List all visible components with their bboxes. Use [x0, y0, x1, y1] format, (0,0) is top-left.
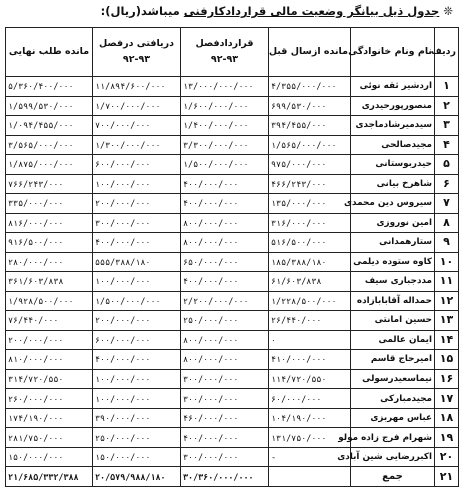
row-prior-balance: ۱/۵۶۵/۰۰۰/۰۰۰ — [269, 135, 351, 155]
row-prior-balance: ۵۱۶/۵۰۰/۰۰۰ — [269, 233, 351, 253]
row-received: ۱۰۰/۰۰۰/۰۰۰ — [93, 272, 181, 292]
row-name: حسین امانتی — [351, 311, 435, 331]
row-index: ۱ — [435, 77, 459, 97]
row-index: ۱۵ — [435, 350, 459, 370]
row-index: ۱۴ — [435, 330, 459, 350]
row-index: ۱۳ — [435, 311, 459, 331]
total-index: ۲۱ — [435, 467, 459, 487]
row-final-balance: ۳/۵۶۵/۰۰۰/۰۰۰ — [6, 135, 93, 155]
row-received: ۱/۵۰۰/۰۰۰/۰۰۰ — [93, 291, 181, 311]
row-received: ۱۰۰/۰۰۰/۰۰۰ — [93, 174, 181, 194]
row-final-balance: ۷۶۶/۲۴۳/۰۰۰ — [6, 174, 93, 194]
row-prior-balance: ۶۹۹/۵۳۰/۰۰۰ — [269, 96, 351, 116]
row-received: ۱۵۰/۰۰۰/۰۰۰ — [93, 447, 181, 467]
row-final-balance: ۲۸۰/۰۰۰/۰۰۰ — [6, 252, 93, 272]
table-row — [6, 447, 459, 467]
table-row — [6, 252, 459, 272]
row-name: امیرحاج قاسم — [351, 350, 435, 370]
table-row — [6, 194, 459, 214]
row-contract: ۳۰۰/۰۰۰/۰۰۰ — [181, 389, 269, 409]
row-name: امین نوروزی — [351, 213, 435, 233]
row-name: ستارهمدانی — [351, 233, 435, 253]
row-name: نیماسعیدرسولی — [351, 369, 435, 389]
total-label: جمع — [351, 467, 435, 487]
header-received — [93, 28, 181, 77]
table-row — [6, 330, 459, 350]
row-contract: ۳۰۰/۰۰۰/۰۰۰ — [181, 447, 269, 467]
row-final-balance: ۱۷۴/۱۹۰/۰۰۰ — [6, 408, 93, 428]
row-final-balance: ۱۵۰/۰۰۰/۰۰۰ — [6, 447, 93, 467]
row-contract: ۸۰۰/۰۰۰/۰۰۰ — [181, 233, 269, 253]
row-final-balance: ۱/۹۲۸/۵۰۰/۰۰۰ — [6, 291, 93, 311]
row-received: ۳۰۰/۰۰۰/۰۰۰ — [93, 213, 181, 233]
row-index: ۱۶ — [435, 369, 459, 389]
row-received: ۱۰۰/۰۰۰/۰۰۰ — [93, 369, 181, 389]
table-row — [6, 135, 459, 155]
table-row — [6, 272, 459, 292]
row-name: کاوه ستوده دیلمی — [351, 252, 435, 272]
header-index: ردیف — [435, 28, 459, 77]
row-received: ۱/۳۰۰/۰۰۰/۰۰۰ — [93, 135, 181, 155]
row-contract: ۴۶۰/۰۰۰/۰۰۰ — [181, 408, 269, 428]
table-row — [6, 233, 459, 253]
row-prior-balance: ۹۷۵/۰۰۰/۰۰۰ — [269, 155, 351, 175]
row-received: ۵۵۵/۳۸۸/۱۸۰ — [93, 252, 181, 272]
row-prior-balance: ۱۳۵/۰۰۰/۰۰۰ — [269, 194, 351, 214]
row-contract: ۴۰۰/۰۰۰/۰۰۰ — [181, 194, 269, 214]
row-prior-balance: ۶۱/۶۰۳/۸۳۸ — [269, 272, 351, 292]
table-row — [6, 311, 459, 331]
row-name: ایمان عالمی — [351, 330, 435, 350]
row-index: ۱۱ — [435, 272, 459, 292]
row-name: سیروس دین محمدی — [351, 194, 435, 214]
row-prior-balance: ۰ — [269, 330, 351, 350]
row-name: مجیدصالحی — [351, 135, 435, 155]
row-received: ۳۹۰/۰۰۰/۰۰۰ — [93, 408, 181, 428]
row-contract: ۸۰۰/۰۰۰/۰۰۰ — [181, 213, 269, 233]
row-prior-balance: ۱۰۴/۱۹۰/۰۰۰ — [269, 408, 351, 428]
table-row — [6, 389, 459, 409]
header-contract-line1: قراردادفصل — [195, 38, 254, 49]
row-contract: ۳/۳۰۰/۰۰۰/۰۰۰ — [181, 135, 269, 155]
caption-text: جدول ذیل بیانگر وضعیت مالی قراردادکارفنی — [183, 4, 440, 18]
row-contract: ۸۰۰/۰۰۰/۰۰۰ — [181, 330, 269, 350]
row-final-balance: ۳۳۵/۰۰۰/۰۰۰ — [6, 194, 93, 214]
table-body — [6, 77, 459, 487]
row-prior-balance: ۱/۲۲۸/۵۰۰/۰۰۰ — [269, 291, 351, 311]
row-name: سیدمیرشادماجدی — [351, 116, 435, 136]
total-row — [6, 467, 459, 487]
row-prior-balance: ۲۶/۴۴۰/۰۰۰ — [269, 311, 351, 331]
row-index: ۷ — [435, 194, 459, 214]
row-prior-balance: - — [269, 447, 351, 467]
row-final-balance: ۱/۰۹۴/۴۵۵/۰۰۰ — [6, 116, 93, 136]
row-contract: ۱۳/۰۰۰/۰۰۰/۰۰۰ — [181, 77, 269, 97]
row-index: ۱۲ — [435, 291, 459, 311]
row-index: ۱۸ — [435, 408, 459, 428]
row-final-balance: ۲۶۰/۰۰۰/۰۰۰ — [6, 389, 93, 409]
row-name: اکبررضایی شین آبادی — [351, 447, 435, 467]
row-index: ۲۰ — [435, 447, 459, 467]
row-name: حمداله آقابابازاده — [351, 291, 435, 311]
row-prior-balance: ۱۸۵/۳۸۸/۱۸۰ — [269, 252, 351, 272]
row-received: ۴۰۰/۰۰۰/۰۰۰ — [93, 350, 181, 370]
row-received: ۲۰۰/۰۰۰/۰۰۰ — [93, 311, 181, 331]
financial-table — [5, 27, 459, 487]
row-final-balance: ۳۶۱/۶۰۳/۸۳۸ — [6, 272, 93, 292]
row-contract: ۸۰۰/۰۰۰/۰۰۰ — [181, 350, 269, 370]
header-received-line2: ۹۲-۹۳ — [122, 54, 151, 65]
row-received: ۱۱/۸۹۴/۶۰۰/۰۰۰ — [93, 77, 181, 97]
row-name: اردشیر ثقه نوئی — [351, 77, 435, 97]
row-received: ۶۰۰/۰۰۰/۰۰۰ — [93, 155, 181, 175]
row-contract: ۴۰۰/۰۰۰/۰۰۰ — [181, 428, 269, 448]
total-contract: ۳۰/۳۶۰/۰۰۰/۰۰۰ — [181, 467, 269, 487]
row-index: ۴ — [435, 135, 459, 155]
row-final-balance: ۲۸۱/۷۵۰/۰۰۰ — [6, 428, 93, 448]
row-contract: ۲/۲۰۰/۰۰۰/۰۰۰ — [181, 291, 269, 311]
row-index: ۲ — [435, 96, 459, 116]
total-final-balance: ۲۱/۶۸۵/۳۳۲/۳۸۸ — [6, 467, 93, 487]
table-row — [6, 116, 459, 136]
row-prior-balance: ۱۱۴/۷۲۰/۵۵۰ — [269, 369, 351, 389]
row-received: ۶۰۰/۰۰۰/۰۰۰ — [93, 330, 181, 350]
table-row — [6, 213, 459, 233]
header-name: نام ونام خانوادگی — [351, 28, 435, 77]
header-contract-line2: ۹۲-۹۳ — [210, 54, 239, 65]
table-row — [6, 155, 459, 175]
row-received: ۲۵۰/۰۰۰/۰۰۰ — [93, 428, 181, 448]
row-received: ۷۰۰/۰۰۰/۰۰۰ — [93, 116, 181, 136]
total-received: ۲۰/۵۷۹/۹۸۸/۱۸۰ — [93, 467, 181, 487]
row-contract: ۱/۶۰۰/۰۰۰/۰۰۰ — [181, 96, 269, 116]
row-index: ۶ — [435, 174, 459, 194]
total-prior-balance — [269, 467, 351, 487]
row-final-balance: ۵/۳۶۰/۴۰۰/۰۰۰ — [6, 77, 93, 97]
row-index: ۳ — [435, 116, 459, 136]
row-final-balance: ۹۱۶/۵۰۰/۰۰۰ — [6, 233, 93, 253]
row-received: ۱۰۰/۰۰۰/۰۰۰ — [93, 389, 181, 409]
row-final-balance: ۳۱۴/۷۲۰/۵۵۰ — [6, 369, 93, 389]
row-received: ۴۰۰/۰۰۰/۰۰۰ — [93, 233, 181, 253]
row-prior-balance: ۳۱۶/۰۰۰/۰۰۰ — [269, 213, 351, 233]
row-prior-balance: ۴/۳۵۵/۰۰۰/۰۰۰ — [269, 77, 351, 97]
row-received: ۲۰۰/۰۰۰/۰۰۰ — [93, 194, 181, 214]
row-name: مجیدمبارکی — [351, 389, 435, 409]
row-contract: ۱/۴۰۰/۰۰۰/۰۰۰ — [181, 116, 269, 136]
row-index: ۸ — [435, 213, 459, 233]
row-final-balance: ۱/۸۷۵/۰۰۰/۰۰۰ — [6, 155, 93, 175]
row-contract: ۴۰۰/۰۰۰/۰۰۰ — [181, 272, 269, 292]
row-contract: ۶۵۰/۰۰۰/۰۰۰ — [181, 252, 269, 272]
row-prior-balance: ۶۰/۰۰۰/۰۰۰ — [269, 389, 351, 409]
row-index: ۱۰ — [435, 252, 459, 272]
row-final-balance: ۸۱۶/۰۰۰/۰۰۰ — [6, 213, 93, 233]
table-row — [6, 428, 459, 448]
table-row — [6, 350, 459, 370]
row-name: عباس مهربزی — [351, 408, 435, 428]
row-prior-balance: ۴۶۶/۲۴۳/۰۰۰ — [269, 174, 351, 194]
row-final-balance: ۲۰۰/۰۰۰/۰۰۰ — [6, 330, 93, 350]
row-contract: ۱/۵۰۰/۰۰۰/۰۰۰ — [181, 155, 269, 175]
table-row — [6, 77, 459, 97]
row-final-balance: ۱/۵۹۹/۵۳۰/۰۰۰ — [6, 96, 93, 116]
row-prior-balance: ۴۱۰/۰۰۰/۰۰۰ — [269, 350, 351, 370]
row-name: مددجباری سیف — [351, 272, 435, 292]
table-row — [6, 291, 459, 311]
row-name: شهرام فرج زاده مولو — [351, 428, 435, 448]
table-row — [6, 174, 459, 194]
star-icon: ❊ — [443, 4, 453, 18]
row-received: ۱/۷۰۰/۰۰۰/۰۰۰ — [93, 96, 181, 116]
table-row — [6, 369, 459, 389]
row-index: ۹ — [435, 233, 459, 253]
row-index: ۱۷ — [435, 389, 459, 409]
row-name: منصورپورحیدری — [351, 96, 435, 116]
row-index: ۵ — [435, 155, 459, 175]
row-contract: ۳۰۰/۰۰۰/۰۰۰ — [181, 369, 269, 389]
row-prior-balance: ۳۹۴/۴۵۵/۰۰۰ — [269, 116, 351, 136]
row-final-balance: ۸۱۰/۰۰۰/۰۰۰ — [6, 350, 93, 370]
table-row — [6, 96, 459, 116]
table-row — [6, 408, 459, 428]
row-contract: ۲۵۰/۰۰۰/۰۰۰ — [181, 311, 269, 331]
header-contract — [181, 28, 269, 77]
header-final-balance: مانده طلب نهایی — [6, 28, 93, 77]
header-prior-balance: مانده ازسال قبل — [269, 28, 351, 77]
header-row — [6, 28, 459, 77]
row-prior-balance: ۱۳۱/۷۵۰/۰۰۰ — [269, 428, 351, 448]
row-name: حیدربوستانی — [351, 155, 435, 175]
row-name: شاهرخ بیانی — [351, 174, 435, 194]
header-received-line1: دریافتی درفصل — [99, 38, 174, 49]
row-contract: ۴۰۰/۰۰۰/۰۰۰ — [181, 174, 269, 194]
row-final-balance: ۷۶/۴۴۰/۰۰۰ — [6, 311, 93, 331]
table-caption — [6, 4, 453, 24]
caption-text-end: میباشد(ریال): — [100, 4, 180, 18]
row-index: ۱۹ — [435, 428, 459, 448]
